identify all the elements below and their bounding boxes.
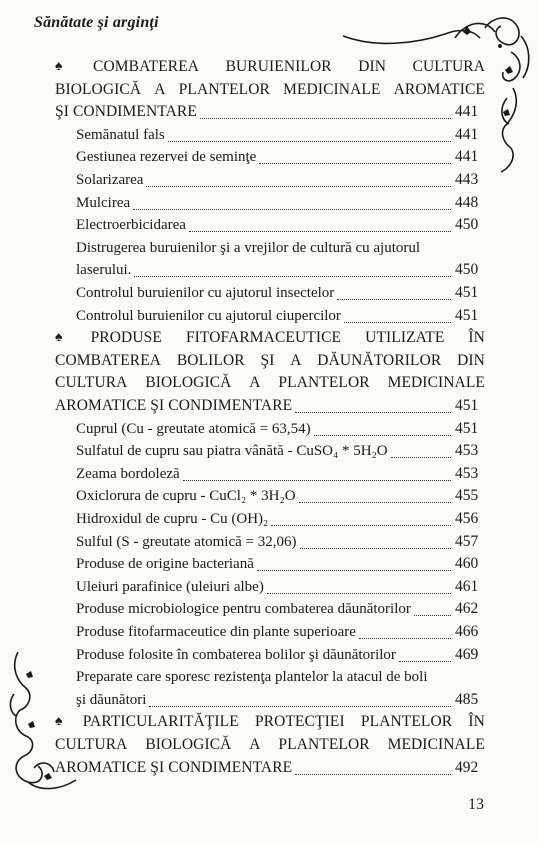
- entry-text: Sulfatul de cupru sau piatra vânătă - CuSO₄ * 5H₂O: [76, 443, 388, 460]
- page-ref: 441: [455, 148, 479, 166]
- page-ref: 451: [455, 306, 479, 324]
- page-ref: 443: [455, 171, 479, 188]
- section-title-text: AROMATICE ŞI CONDIMENTARE: [55, 758, 293, 776]
- dot-leader: [295, 774, 451, 775]
- page-ref: 457: [455, 532, 479, 550]
- section-title-text: ŞI CONDIMENTARE: [55, 103, 197, 121]
- page-ref: 492: [455, 758, 479, 776]
- dot-leader: [134, 276, 451, 277]
- entry-text: Sulful (S - greutate atomică = 32,06): [76, 533, 297, 550]
- toc-entry-line: [76, 621, 356, 643]
- word: PLANTELOR: [360, 713, 453, 731]
- dot-leader: [414, 615, 451, 616]
- page-ref: 451: [455, 419, 479, 437]
- toc-entry-line: [76, 531, 297, 553]
- word: UTILIZATE: [365, 329, 445, 347]
- word: MEDICINALE: [387, 736, 485, 753]
- word: PLANTELOR: [278, 374, 370, 392]
- toc-entry-line: [76, 237, 420, 259]
- page-ref: 450: [455, 261, 479, 279]
- page-ref: 469: [455, 645, 479, 663]
- toc-entry-line: [76, 553, 254, 575]
- dot-leader: [314, 435, 451, 436]
- page-ref: 456: [455, 510, 479, 527]
- toc-entry-line: [76, 418, 311, 440]
- page-ref: 450: [455, 216, 479, 234]
- word: BIOLOGICĂ: [55, 80, 142, 98]
- section-title-line: [55, 56, 485, 78]
- toc-entry-line: [76, 124, 165, 146]
- entry-text: Produse folosite în combaterea bolilor şi dăunătorilor: [76, 646, 396, 663]
- section-title-line: [55, 734, 485, 756]
- toc-entry-line: [76, 214, 186, 236]
- word: BURUIENILOR: [225, 58, 332, 75]
- toc-entry-line: [76, 259, 131, 281]
- entry-text: Oxiclorura de cupru - CuCl₂ * 3H₂O: [76, 488, 296, 505]
- dot-leader: [189, 231, 451, 232]
- entry-text: Produse de origine bacteriană: [76, 556, 254, 573]
- toc-entry-line: [76, 440, 388, 462]
- word: A: [249, 374, 261, 392]
- word: DIN: [457, 351, 485, 369]
- toc-entry-line: [76, 463, 180, 485]
- dot-leader: [299, 502, 451, 503]
- toc-entry-line: [76, 485, 296, 507]
- dot-leader: [391, 457, 451, 458]
- word: BIOLOGICĂ: [145, 736, 232, 753]
- word: MEDICINALE: [283, 80, 381, 98]
- dot-leader: [146, 186, 451, 187]
- dot-leader: [267, 593, 451, 594]
- page-ref: 448: [455, 193, 479, 211]
- dot-leader: [200, 118, 451, 119]
- entry-text: Electroerbicidarea: [76, 217, 186, 234]
- toc-entry-line: [76, 689, 146, 711]
- page-ref: 451: [455, 397, 479, 414]
- word: MEDICINALE: [387, 374, 485, 392]
- entry-text: Uleiuri parafinice (uleiuri albe): [76, 578, 264, 595]
- toc-entry-line: [76, 666, 428, 688]
- section-title-line: [55, 350, 485, 372]
- entry-text: laserului.: [76, 262, 132, 279]
- entry-text: Produse fitofarmaceutice din plante superioare: [76, 624, 356, 640]
- toc-entry-line: [76, 508, 268, 530]
- dot-leader: [133, 209, 451, 210]
- running-header: Sănătate şi arginţi: [34, 14, 159, 31]
- word: PARTICULARITĂŢILE: [82, 713, 239, 731]
- entry-text: Hidroxidul de cupru - Cu (OH)₂: [76, 511, 269, 527]
- word: PLANTELOR: [178, 80, 270, 98]
- dot-leader: [295, 412, 451, 413]
- page-ref: 461: [455, 577, 479, 595]
- dot-leader: [168, 141, 451, 142]
- word: COMBATEREA: [55, 351, 162, 369]
- dot-leader: [183, 480, 451, 481]
- word: PROTECŢIEI: [255, 713, 345, 731]
- word: PRODUSE: [90, 329, 162, 347]
- dot-leader: [149, 706, 451, 707]
- page-number: 13: [468, 796, 484, 813]
- bullet-icon: ♠: [55, 330, 63, 346]
- word: A: [290, 351, 302, 369]
- toc-entry-line: [76, 644, 396, 666]
- word: AROMATICE: [393, 80, 485, 98]
- word: CULTURA: [55, 374, 128, 392]
- section-title-line: [55, 757, 292, 779]
- word: BIOLOGICĂ: [145, 374, 232, 392]
- dot-leader: [257, 570, 451, 571]
- entry-text: şi dăunători: [76, 691, 147, 708]
- entry-text: Controlul buruienilor cu ajutorul ciupercilor: [76, 307, 341, 324]
- entry-text: Mulcirea: [76, 194, 131, 211]
- dot-leader: [271, 525, 451, 526]
- page-ref: 451: [455, 284, 479, 301]
- entry-text: Distrugerea buruienilor şi a vrejilor de cultură cu ajutorul: [76, 239, 421, 256]
- entry-text: Produse microbiologice pentru combaterea dăunătorilor: [76, 601, 411, 618]
- dot-leader: [259, 163, 451, 164]
- dot-leader: [300, 548, 452, 549]
- toc-entry-line: [76, 576, 264, 598]
- word: ÎN: [468, 329, 485, 347]
- word: ŞI: [260, 351, 275, 369]
- word: PLANTELOR: [278, 736, 370, 753]
- word: DĂUNĂTORILOR: [317, 351, 442, 369]
- page-ref: 460: [455, 555, 479, 573]
- entry-text: Controlul buruienilor cu ajutorul insectelor: [76, 285, 335, 301]
- toc-entry-line: [76, 598, 411, 620]
- entry-text: Semănatul fals: [76, 126, 165, 143]
- section-title-text: AROMATICE ŞI CONDIMENTARE: [55, 397, 293, 414]
- word: BOLILOR: [176, 351, 245, 369]
- bullet-icon: ♠: [55, 714, 63, 730]
- word: A: [154, 80, 166, 98]
- entry-text: Zeama bordoleză: [76, 465, 180, 482]
- entry-text: Solarizarea: [76, 172, 144, 188]
- entry-text: Cuprul (Cu - greutate atomică = 63,54): [76, 420, 311, 437]
- word: ÎN: [468, 713, 485, 731]
- dot-leader: [399, 661, 451, 662]
- page-ref: 462: [455, 600, 479, 618]
- word: FITOFARMACEUTICE: [185, 329, 342, 347]
- page-ref: 466: [455, 623, 479, 640]
- word: A: [249, 736, 261, 753]
- section-title-line: [55, 79, 485, 101]
- page-ref: 455: [455, 487, 479, 505]
- word: CULTURA: [412, 58, 485, 75]
- entry-text: Gestiunea rezervei de seminţe: [76, 149, 257, 166]
- word: DIN: [358, 58, 387, 75]
- page-ref: 485: [455, 690, 479, 708]
- toc-entry-line: [76, 282, 334, 304]
- dot-leader: [337, 299, 451, 300]
- section-title-line: [55, 327, 485, 349]
- word: COMBATEREA: [93, 58, 200, 75]
- page-ref: 441: [455, 103, 479, 121]
- section-title-line: [55, 101, 197, 123]
- section-title-line: [55, 711, 485, 733]
- entry-text: Preparate care sporesc rezistenţa plantelor la atacul de boli: [76, 669, 428, 686]
- bullet-icon: ♠: [55, 59, 63, 74]
- word: CULTURA: [55, 736, 128, 753]
- toc-entry-line: [76, 192, 130, 214]
- toc-entry-line: [76, 305, 341, 327]
- section-title-line: [55, 372, 485, 394]
- toc-entry-line: [76, 169, 143, 191]
- page-ref: 453: [455, 442, 479, 460]
- toc-entry-line: [76, 146, 256, 168]
- dot-leader: [344, 322, 451, 323]
- section-title-line: [55, 395, 292, 417]
- page-ref: 453: [455, 464, 479, 482]
- page-ref: 441: [455, 125, 479, 143]
- dot-leader: [359, 638, 451, 639]
